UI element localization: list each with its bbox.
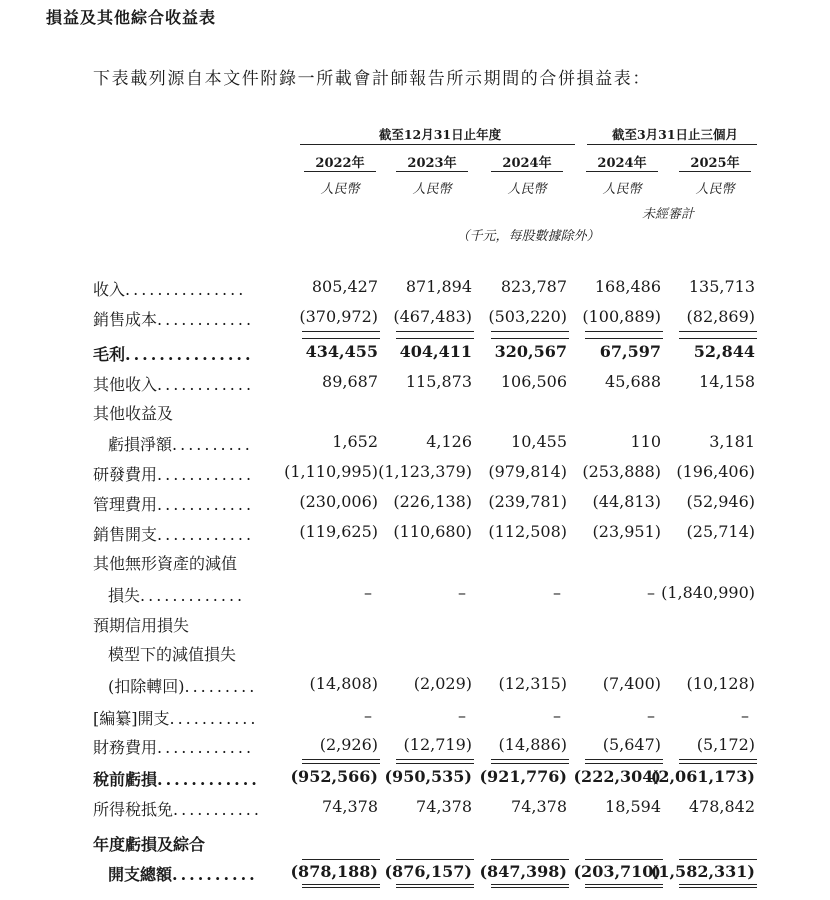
table-cell: 135,713 — [688, 277, 755, 296]
row-label-text: 開支總額 — [108, 865, 173, 884]
year-header: 2023年 — [407, 156, 457, 171]
table-cell: 3,181 — [709, 432, 755, 451]
table-cell: (1,110,995) — [284, 462, 378, 481]
table-cell: 67,597 — [599, 342, 661, 361]
table-cell: 168,486 — [594, 277, 661, 296]
currency-header: 人民幣 — [320, 182, 360, 197]
row-leader-dots: .......... — [172, 435, 253, 454]
table-cell: 10,455 — [511, 432, 567, 451]
row-label — [93, 401, 278, 424]
section-rule — [396, 759, 474, 760]
table-cell: (2,061,173) — [650, 767, 755, 786]
row-label — [93, 372, 278, 395]
row-leader-dots: ............ — [157, 525, 255, 544]
table-cell: 89,687 — [322, 372, 378, 391]
section-rule — [491, 331, 569, 332]
subtotal-rule — [396, 763, 474, 764]
table-cell: 14,158 — [699, 372, 755, 391]
row-label — [108, 432, 278, 455]
table-cell: 1,652 — [332, 432, 378, 451]
header-group-annual: 截至12月31日止年度 — [378, 127, 502, 142]
year-header-rule — [304, 171, 376, 172]
table-cell: 320,567 — [494, 342, 567, 361]
currency-header: 人民幣 — [412, 182, 452, 197]
table-cell: (5,172) — [696, 735, 755, 754]
section-rule — [585, 331, 663, 332]
table-cell: 4,126 — [426, 432, 472, 451]
subtotal-rule — [491, 338, 569, 339]
section-rule — [491, 759, 569, 760]
row-label-text: 虧損淨額 — [108, 435, 173, 454]
row-label — [93, 613, 278, 636]
row-label — [108, 674, 278, 697]
subtotal-rule — [491, 763, 569, 764]
currency-header: 人民幣 — [507, 182, 547, 197]
total-double-underline — [679, 884, 757, 888]
table-cell: (10,128) — [686, 674, 755, 693]
year-header: 2022年 — [315, 156, 365, 171]
table-cell: (253,888) — [582, 462, 661, 481]
row-label-text: 模型下的減值損失 — [108, 645, 237, 664]
section-rule — [679, 331, 757, 332]
year-header-rule — [586, 171, 658, 172]
table-cell: (1,582,331) — [650, 862, 755, 881]
year-header-rule — [491, 171, 563, 172]
row-label-text: (扣除轉回) — [108, 677, 185, 696]
row-label — [93, 767, 278, 790]
row-label-text: 毛利 — [93, 345, 126, 364]
row-label-text: 銷售開支 — [93, 525, 158, 544]
subtotal-rule — [302, 338, 380, 339]
row-label-text: 其他收入 — [93, 375, 158, 394]
table-cell: (847,398) — [479, 862, 567, 881]
table-cell: (5,647) — [602, 735, 661, 754]
row-label — [93, 277, 278, 300]
row-label-text: 年度虧損及綜合 — [93, 835, 206, 854]
table-cell: (952,566) — [290, 767, 378, 786]
table-cell: – — [458, 706, 466, 725]
table-cell: (370,972) — [299, 307, 378, 326]
table-cell: (467,483) — [393, 307, 472, 326]
table-cell: 404,411 — [399, 342, 472, 361]
currency-header: 人民幣 — [695, 182, 735, 197]
section-rule — [302, 759, 380, 760]
table-cell: (25,714) — [686, 522, 755, 541]
row-label-text: 其他無形資產的減值 — [93, 554, 238, 573]
row-label-text: 收入 — [93, 280, 126, 299]
table-cell: (7,400) — [602, 674, 661, 693]
table-cell: (23,951) — [592, 522, 661, 541]
table-cell: 871,894 — [405, 277, 472, 296]
table-cell: 823,787 — [500, 277, 567, 296]
row-label — [93, 462, 278, 485]
row-label — [93, 342, 278, 365]
row-leader-dots: ............ — [157, 738, 255, 757]
row-label — [93, 797, 278, 820]
year-header: 2024年 — [597, 156, 647, 171]
row-label-text: [編纂]開支 — [93, 709, 170, 728]
total-double-underline — [396, 884, 474, 888]
table-cell: (239,781) — [488, 492, 567, 511]
row-label — [93, 832, 278, 855]
table-cell: (979,814) — [488, 462, 567, 481]
row-label-text: 稅前虧損 — [93, 770, 158, 789]
row-label — [93, 735, 278, 758]
subtotal-rule — [396, 338, 474, 339]
row-leader-dots: ............ — [157, 770, 260, 789]
table-cell: (110,680) — [393, 522, 472, 541]
row-label-text: 管理費用 — [93, 495, 158, 514]
table-cell: (14,886) — [498, 735, 567, 754]
table-cell: – — [458, 583, 466, 602]
table-cell: (203,710) — [573, 862, 661, 881]
unit-note: （千元，每股數據除外） — [456, 229, 600, 244]
row-label — [93, 706, 278, 729]
table-cell: 478,842 — [688, 797, 755, 816]
total-rule — [679, 859, 757, 860]
table-cell: (2,029) — [413, 674, 472, 693]
row-leader-dots: ............ — [157, 375, 255, 394]
subtotal-rule — [585, 338, 663, 339]
table-cell: 18,594 — [605, 797, 661, 816]
total-rule — [302, 859, 380, 860]
row-label-text: 所得稅抵免 — [93, 800, 174, 819]
table-cell: (196,406) — [676, 462, 755, 481]
row-label-text: 預期信用損失 — [93, 616, 190, 635]
subtotal-rule — [679, 763, 757, 764]
subtotal-rule — [302, 763, 380, 764]
year-header-rule — [396, 171, 468, 172]
table-cell: 805,427 — [311, 277, 378, 296]
year-header: 2024年 — [502, 156, 552, 171]
row-leader-dots: ............. — [140, 586, 246, 605]
row-leader-dots: .......... — [172, 865, 258, 884]
table-cell: (52,946) — [686, 492, 755, 511]
total-double-underline — [302, 884, 380, 888]
row-label-text: 其他收益及 — [93, 404, 174, 423]
section-rule — [396, 331, 474, 332]
table-cell: (1,123,379) — [378, 462, 472, 481]
year-header: 2025年 — [690, 156, 740, 171]
row-label — [93, 307, 278, 330]
row-label-text: 損失 — [108, 586, 141, 605]
row-leader-dots: ......... — [184, 677, 258, 696]
table-cell: (878,188) — [290, 862, 378, 881]
section-rule — [585, 759, 663, 760]
table-cell: 106,506 — [500, 372, 567, 391]
table-cell: 110 — [630, 432, 661, 451]
row-leader-dots: ............ — [157, 310, 255, 329]
table-cell: (82,869) — [686, 307, 755, 326]
row-leader-dots: ............... — [125, 280, 247, 299]
table-cell: – — [741, 706, 749, 725]
table-cell: (503,220) — [488, 307, 567, 326]
table-cell: (921,776) — [479, 767, 567, 786]
row-label — [93, 492, 278, 515]
table-cell: – — [553, 706, 561, 725]
total-rule — [491, 859, 569, 860]
section-rule — [679, 759, 757, 760]
row-label-text: 研發費用 — [93, 465, 158, 484]
row-label — [108, 862, 278, 885]
table-cell: (12,315) — [498, 674, 567, 693]
header-group-annual-rule — [300, 144, 575, 145]
table-cell: (876,157) — [384, 862, 472, 881]
table-cell: – — [553, 583, 561, 602]
table-cell: – — [647, 583, 655, 602]
intro-text: 下表載列源自本文件附錄一所載會計師報告所示期間的合併損益表： — [93, 69, 651, 89]
table-cell: (12,719) — [403, 735, 472, 754]
table-cell: (230,006) — [299, 492, 378, 511]
total-double-underline — [491, 884, 569, 888]
row-label — [93, 522, 278, 545]
table-cell: – — [364, 706, 372, 725]
year-header-rule — [679, 171, 751, 172]
row-label-text: 財務費用 — [93, 738, 158, 757]
table-cell: (226,138) — [393, 492, 472, 511]
header-group-quarter-rule — [587, 144, 757, 145]
table-cell: 52,844 — [693, 342, 755, 361]
row-leader-dots: ............... — [125, 345, 254, 364]
total-rule — [396, 859, 474, 860]
table-cell: (14,808) — [309, 674, 378, 693]
row-label — [108, 642, 278, 665]
subtotal-rule — [679, 338, 757, 339]
currency-header: 人民幣 — [602, 182, 642, 197]
table-cell: (119,625) — [299, 522, 378, 541]
table-cell: (222,304) — [573, 767, 661, 786]
unaudited-note: 未經審計 — [641, 207, 694, 222]
row-leader-dots: ........... — [173, 800, 262, 819]
table-cell: 74,378 — [416, 797, 472, 816]
row-leader-dots: ........... — [169, 709, 259, 728]
table-cell: 45,688 — [605, 372, 661, 391]
table-cell: – — [647, 706, 655, 725]
row-label-text: 銷售成本 — [93, 310, 158, 329]
table-cell: 115,873 — [405, 372, 472, 391]
row-leader-dots: ............ — [157, 465, 255, 484]
table-cell: (2,926) — [319, 735, 378, 754]
section-rule — [302, 331, 380, 332]
table-cell: 74,378 — [322, 797, 378, 816]
total-double-underline — [585, 884, 663, 888]
table-cell: – — [364, 583, 372, 602]
subtotal-rule — [585, 763, 663, 764]
total-rule — [585, 859, 663, 860]
table-cell: (950,535) — [384, 767, 472, 786]
table-cell: (44,813) — [592, 492, 661, 511]
row-label — [93, 551, 278, 574]
page-title: 損益及其他綜合收益表 — [46, 8, 217, 27]
table-cell: 434,455 — [305, 342, 378, 361]
table-cell: 74,378 — [511, 797, 567, 816]
header-group-quarter: 截至3月31日止三個月 — [611, 127, 739, 142]
table-cell: (1,840,990) — [661, 583, 755, 602]
row-leader-dots: ............ — [157, 495, 255, 514]
table-cell: (112,508) — [488, 522, 567, 541]
table-cell: (100,889) — [582, 307, 661, 326]
